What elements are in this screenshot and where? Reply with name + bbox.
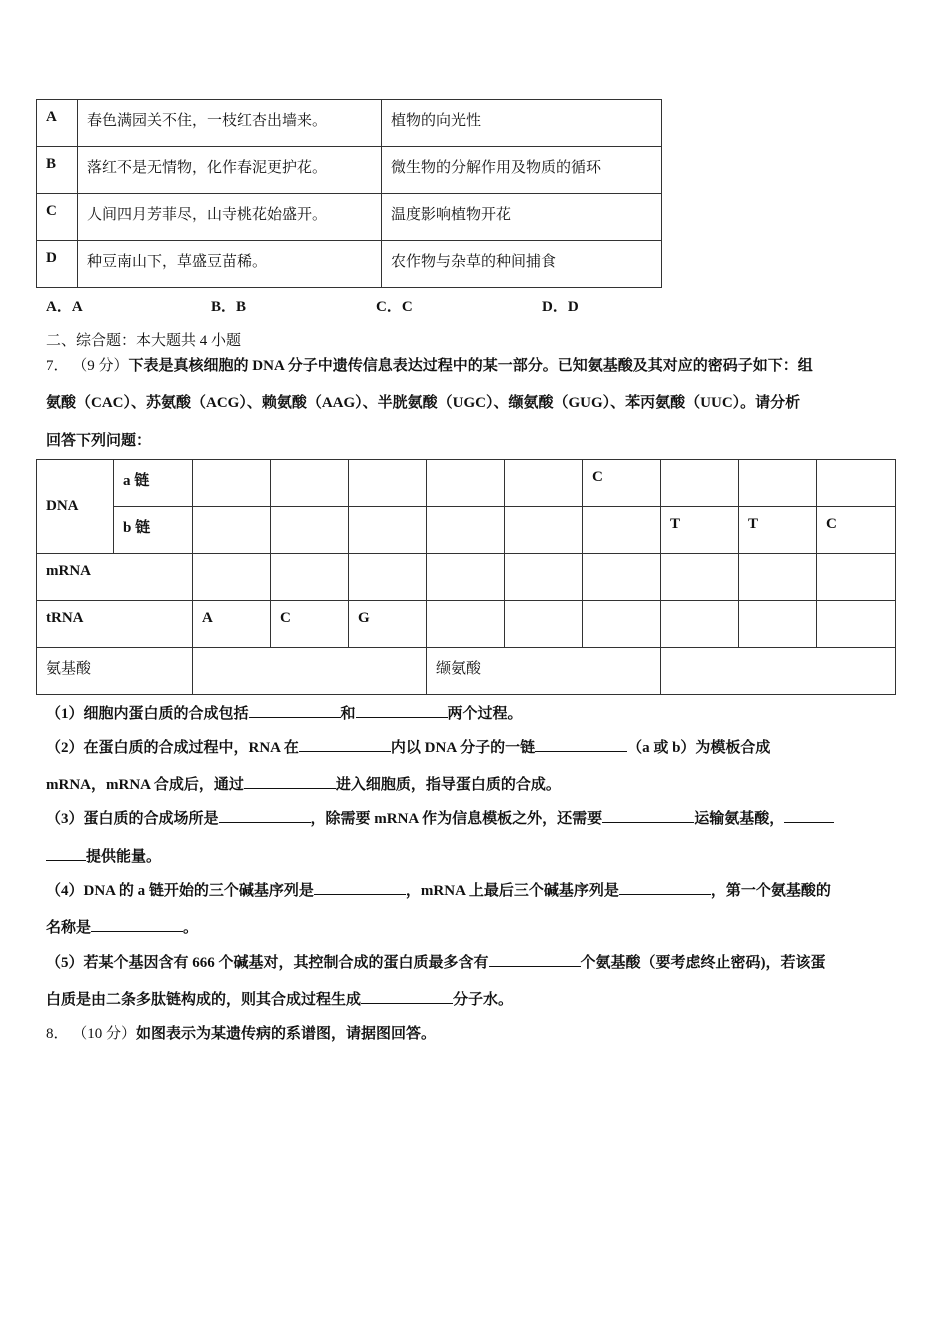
explanation-cell: 植物的向光性 [391, 113, 482, 129]
q7-sub5-text: 分子水。 [453, 992, 514, 1008]
section-header: 二、综合题：本大题共 4 小题 [46, 333, 242, 349]
amino-acid-cell [661, 648, 895, 657]
amino-acid-cell: 缬氨酸 [436, 661, 482, 677]
mrna-cell [271, 554, 348, 563]
answer-blank[interactable] [46, 846, 86, 861]
q7-sub4-text: ，第一个氨基酸的 [710, 883, 831, 899]
poem-cell: 落红不是无情物，化作春泥更护花。 [87, 160, 328, 176]
q7-sub4-text: ，mRNA 上最后三个碱基序列是 [405, 883, 619, 899]
q7-sub2-text: （2）在蛋白质的合成过程中，RNA 在 [46, 740, 299, 756]
table-row-a-chain [37, 460, 896, 507]
answer-blank[interactable] [784, 808, 834, 823]
answer-blank[interactable] [314, 880, 406, 895]
q7-sub1-text: 两个过程。 [447, 706, 523, 722]
row-letter: C [46, 203, 57, 219]
explanation-cell: 温度影响植物开花 [391, 207, 512, 223]
mrna-cell [505, 554, 582, 563]
poem-cell: 种豆南山下，草盛豆苗稀。 [87, 254, 268, 270]
q7-sub3-line1 [46, 807, 834, 828]
table-row [37, 147, 662, 194]
answer-blank[interactable] [91, 917, 183, 932]
q7-score: （9 分） [72, 358, 129, 374]
q8-number: 8． [46, 1026, 69, 1042]
option-c[interactable]: C．C [376, 299, 413, 315]
q7-sub3-line2 [46, 845, 161, 866]
poem-cell: 春色满园关不住，一枝红杏出墙来。 [87, 113, 328, 129]
mrna-cell [427, 554, 504, 563]
b-chain-cell: T [748, 516, 759, 532]
q7-sub4-text: （4）DNA 的 a 链开始的三个碱基序列是 [46, 883, 314, 899]
b-chain-cell [193, 507, 270, 516]
q8-text: 如图表示为某遗传病的系谱图，请据图回答。 [136, 1026, 437, 1042]
q7-sub2-text: （a 或 b）为模板合成 [627, 740, 771, 756]
b-chain-cell: C [826, 516, 837, 532]
a-chain-label: a 链 [123, 473, 150, 489]
trna-cell [661, 601, 738, 610]
table-row [37, 194, 662, 241]
explanation-cell: 微生物的分解作用及物质的循环 [391, 160, 602, 176]
q6-table [36, 99, 662, 288]
q7-sub3-text: 提供能量。 [86, 849, 162, 865]
q7-sub2-line1 [46, 736, 770, 757]
a-chain-cell [271, 460, 348, 469]
b-chain-label: b 链 [123, 520, 151, 536]
q7-sub1-text: 和 [340, 706, 356, 722]
b-chain-cell [427, 507, 504, 516]
mrna-cell [349, 554, 426, 563]
answer-blank[interactable] [535, 737, 627, 752]
q7-sub5-text: （5）若某个基因含有 666 个碱基对，其控制合成的蛋白质最多含有 [46, 955, 489, 971]
a-chain-cell [193, 460, 270, 469]
answer-blank[interactable] [244, 774, 336, 789]
dna-label: DNA [46, 498, 79, 514]
trna-cell: A [202, 610, 213, 626]
answer-blank[interactable] [219, 808, 311, 823]
q7-sub3-text: ，除需要 mRNA 作为信息模板之外，还需要 [310, 811, 603, 827]
table-row-mrna [37, 554, 896, 601]
option-b[interactable]: B．B [211, 299, 247, 315]
poem-cell: 人间四月芳菲尽，山寺桃花始盛开。 [87, 207, 328, 223]
table-row-b-chain [37, 507, 896, 554]
q7-sub4-text: 。 [183, 920, 199, 936]
table-row [37, 241, 662, 288]
mrna-cell [661, 554, 738, 563]
b-chain-cell: T [670, 516, 681, 532]
table-row [37, 100, 662, 147]
table-row-amino-acid [37, 648, 896, 695]
q7-sub2-text: 进入细胞质，指导蛋白质的合成。 [335, 777, 561, 793]
q7-intro-line2: 氨酸（CAC）、苏氨酸（ACG）、赖氨酸（AAG）、半胱氨酸（UGC）、缬氨酸（GUG）、苯丙氨酸（UUC）。请分析 [46, 395, 801, 411]
mrna-label: mRNA [46, 563, 91, 579]
mrna-cell [739, 554, 816, 563]
a-chain-cell: C [592, 469, 603, 485]
q7-sub3-text: 运输氨基酸， [694, 811, 785, 827]
q7-sub5-line1 [46, 951, 826, 972]
row-letter: B [46, 156, 57, 172]
q7-sub1 [46, 702, 523, 723]
answer-blank[interactable] [299, 737, 391, 752]
q7-sub5-text: 白质是由二条多肽链构成的，则其合成过程生成 [46, 992, 362, 1008]
answer-blank[interactable] [361, 989, 453, 1004]
amino-acid-label: 氨基酸 [46, 661, 92, 677]
answer-blank[interactable] [602, 808, 694, 823]
q7-sub5-line2 [46, 988, 513, 1009]
b-chain-cell [505, 507, 582, 516]
answer-blank[interactable] [356, 703, 448, 718]
option-a[interactable]: A．A [46, 299, 83, 315]
q7-number: 7． [46, 358, 69, 374]
q7-sub1-text: （1）细胞内蛋白质的合成包括 [46, 706, 249, 722]
q7-sub4-line2 [46, 916, 198, 937]
q7-intro-line3: 回答下列问题： [46, 433, 152, 449]
a-chain-cell [505, 460, 582, 469]
a-chain-cell [427, 460, 504, 469]
trna-cell [817, 601, 895, 610]
q7-intro-line1 [46, 354, 813, 375]
q7-sub5-text: 个氨基酸（要考虑终止密码)，若该蛋 [580, 955, 826, 971]
mrna-cell [817, 554, 895, 563]
q7-sub2-text: 内以 DNA 分子的一链 [390, 740, 536, 756]
trna-cell: G [358, 610, 370, 626]
q7-sub2-line2 [46, 773, 561, 794]
b-chain-cell [349, 507, 426, 516]
q7-table [36, 459, 896, 695]
mrna-cell [193, 554, 270, 563]
trna-cell [739, 601, 816, 610]
explanation-cell: 农作物与杂草的种间捕食 [391, 254, 557, 270]
q8-line [46, 1022, 436, 1043]
b-chain-cell [271, 507, 348, 516]
q7-sub3-text: （3）蛋白质的合成场所是 [46, 811, 219, 827]
q8-score: （10 分） [72, 1026, 137, 1042]
table-row-trna [37, 601, 896, 648]
q7-sub2-text: mRNA，mRNA 合成后，通过 [46, 777, 244, 793]
answer-blank[interactable] [249, 703, 341, 718]
row-letter: D [46, 250, 57, 266]
trna-label: tRNA [46, 610, 84, 626]
q7-sub4-text: 名称是 [46, 920, 92, 936]
row-letter: A [46, 109, 57, 125]
option-d[interactable]: D．D [542, 299, 579, 315]
answer-blank[interactable] [489, 952, 581, 967]
q7-sub4-line1 [46, 879, 831, 900]
a-chain-cell [661, 460, 738, 469]
trna-cell [505, 601, 582, 610]
answer-blank[interactable] [619, 880, 711, 895]
a-chain-cell [817, 460, 895, 469]
trna-cell [583, 601, 660, 610]
b-chain-cell [583, 507, 660, 516]
trna-cell: C [280, 610, 291, 626]
q7-intro-text: 下表是真核细胞的 DNA 分子中遗传信息表达过程中的某一部分。已知氨基酸及其对应的密码子如下：组 [128, 358, 813, 374]
mrna-cell [583, 554, 660, 563]
trna-cell [427, 601, 504, 610]
amino-acid-cell [193, 648, 426, 657]
a-chain-cell [739, 460, 816, 469]
a-chain-cell [349, 460, 426, 469]
